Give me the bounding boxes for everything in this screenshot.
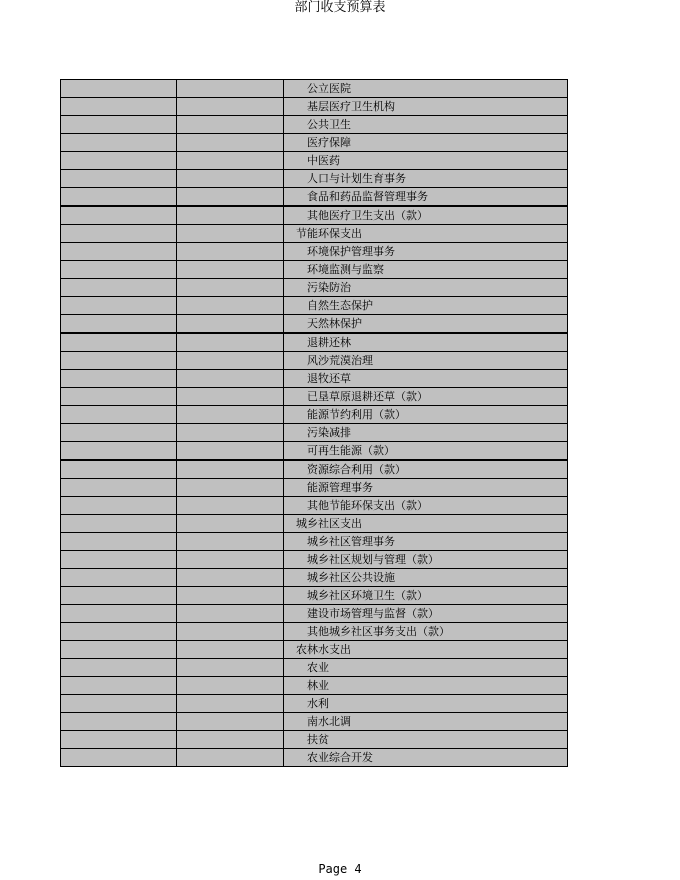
item-label: 农业	[307, 661, 329, 674]
subject-cell	[284, 243, 568, 261]
table-row	[61, 533, 568, 551]
subject-cell	[284, 315, 568, 334]
item-label: 公立医院	[307, 82, 351, 95]
empty-cell	[177, 659, 284, 677]
subject-cell	[284, 497, 568, 515]
empty-cell	[177, 497, 284, 515]
empty-cell	[61, 442, 177, 461]
table-row	[61, 225, 568, 243]
table-row	[61, 315, 568, 334]
empty-cell	[61, 677, 177, 695]
table-row	[61, 497, 568, 515]
item-label: 公共卫生	[307, 118, 351, 131]
item-label: 已垦草原退耕还草（款）	[307, 390, 428, 403]
item-label: 能源管理事务	[307, 481, 373, 494]
empty-cell	[61, 460, 177, 479]
subject-cell	[284, 225, 568, 243]
table-row	[61, 605, 568, 623]
subject-cell	[284, 98, 568, 116]
item-label: 资源综合利用（款）	[307, 463, 406, 476]
empty-cell	[61, 533, 177, 551]
table-row	[61, 749, 568, 767]
item-label: 其他医疗卫生支出（款）	[307, 209, 428, 222]
empty-cell	[61, 315, 177, 334]
item-label: 中医药	[307, 154, 340, 167]
empty-cell	[177, 225, 284, 243]
empty-cell	[61, 297, 177, 315]
subject-cell	[284, 80, 568, 98]
empty-cell	[61, 206, 177, 225]
page-number: Page 4	[318, 862, 362, 876]
table-row	[61, 406, 568, 424]
subject-cell	[284, 551, 568, 569]
subject-cell	[284, 279, 568, 297]
empty-cell	[61, 243, 177, 261]
empty-cell	[61, 225, 177, 243]
subject-cell	[284, 134, 568, 152]
item-label: 退牧还草	[307, 372, 351, 385]
subject-cell	[284, 659, 568, 677]
empty-cell	[61, 551, 177, 569]
subject-cell	[284, 424, 568, 442]
item-label: 风沙荒漠治理	[307, 354, 373, 367]
empty-cell	[177, 533, 284, 551]
empty-cell	[61, 713, 177, 731]
item-label: 城乡社区管理事务	[307, 535, 395, 548]
table-row	[61, 460, 568, 479]
item-label: 自然生态保护	[307, 299, 373, 312]
empty-cell	[177, 279, 284, 297]
subject-cell	[284, 170, 568, 188]
subject-cell	[284, 406, 568, 424]
item-label: 污染防治	[307, 281, 351, 294]
item-label: 天然林保护	[307, 317, 362, 330]
subject-cell	[284, 749, 568, 767]
empty-cell	[61, 623, 177, 641]
subject-cell	[284, 206, 568, 225]
table-row	[61, 424, 568, 442]
table-row	[61, 98, 568, 116]
table-row	[61, 479, 568, 497]
table-row	[61, 370, 568, 388]
subject-cell	[284, 460, 568, 479]
empty-cell	[177, 406, 284, 424]
empty-cell	[61, 261, 177, 279]
empty-cell	[61, 731, 177, 749]
empty-cell	[177, 152, 284, 170]
table-row	[61, 659, 568, 677]
category-label: 农林水支出	[296, 643, 351, 656]
subject-cell	[284, 370, 568, 388]
empty-cell	[177, 261, 284, 279]
table-row	[61, 641, 568, 659]
subject-cell	[284, 695, 568, 713]
empty-cell	[177, 170, 284, 188]
item-label: 城乡社区公共设施	[307, 571, 395, 584]
empty-cell	[177, 352, 284, 370]
category-label: 城乡社区支出	[296, 517, 362, 530]
table-row	[61, 587, 568, 605]
item-label: 建设市场管理与监督（款）	[307, 607, 439, 620]
empty-cell	[61, 515, 177, 533]
empty-cell	[177, 333, 284, 352]
item-label: 食品和药品监督管理事务	[307, 190, 428, 203]
table-row	[61, 261, 568, 279]
subject-cell	[284, 605, 568, 623]
empty-cell	[177, 587, 284, 605]
empty-cell	[61, 279, 177, 297]
subject-cell	[284, 333, 568, 352]
subject-cell	[284, 261, 568, 279]
empty-cell	[177, 243, 284, 261]
item-label: 城乡社区规划与管理（款）	[307, 553, 439, 566]
empty-cell	[61, 134, 177, 152]
subject-cell	[284, 641, 568, 659]
empty-cell	[61, 170, 177, 188]
empty-cell	[177, 424, 284, 442]
item-label: 人口与计划生育事务	[307, 172, 406, 185]
empty-cell	[177, 479, 284, 497]
table-row	[61, 188, 568, 207]
subject-cell	[284, 152, 568, 170]
subject-cell	[284, 352, 568, 370]
empty-cell	[61, 98, 177, 116]
table-row	[61, 515, 568, 533]
subject-cell	[284, 188, 568, 207]
table-row	[61, 152, 568, 170]
empty-cell	[177, 605, 284, 623]
budget-table	[60, 79, 568, 767]
empty-cell	[61, 479, 177, 497]
table-row	[61, 243, 568, 261]
subject-cell	[284, 731, 568, 749]
empty-cell	[177, 731, 284, 749]
subject-cell	[284, 713, 568, 731]
table-row	[61, 80, 568, 98]
empty-cell	[177, 388, 284, 406]
subject-cell	[284, 587, 568, 605]
empty-cell	[177, 515, 284, 533]
item-label: 水利	[307, 697, 329, 710]
item-label: 能源节约利用（款）	[307, 408, 406, 421]
table-row	[61, 116, 568, 134]
empty-cell	[177, 297, 284, 315]
empty-cell	[177, 677, 284, 695]
budget-table-body	[61, 80, 568, 767]
item-label: 环境监测与监察	[307, 263, 384, 276]
item-label: 可再生能源（款）	[307, 444, 395, 457]
page-title: 部门收支预算表	[294, 0, 386, 15]
table-row	[61, 388, 568, 406]
table-row	[61, 297, 568, 315]
empty-cell	[61, 749, 177, 767]
empty-cell	[61, 116, 177, 134]
table-row	[61, 333, 568, 352]
table-row	[61, 695, 568, 713]
item-label: 其他节能环保支出（款）	[307, 499, 428, 512]
empty-cell	[177, 623, 284, 641]
table-row	[61, 170, 568, 188]
subject-cell	[284, 533, 568, 551]
item-label: 农业综合开发	[307, 751, 373, 764]
empty-cell	[61, 659, 177, 677]
empty-cell	[177, 116, 284, 134]
empty-cell	[177, 695, 284, 713]
empty-cell	[61, 333, 177, 352]
table-row	[61, 442, 568, 461]
empty-cell	[61, 695, 177, 713]
empty-cell	[177, 713, 284, 731]
empty-cell	[61, 587, 177, 605]
empty-cell	[177, 442, 284, 461]
subject-cell	[284, 388, 568, 406]
empty-cell	[61, 424, 177, 442]
empty-cell	[61, 406, 177, 424]
category-label: 节能环保支出	[296, 227, 362, 240]
empty-cell	[61, 497, 177, 515]
item-label: 其他城乡社区事务支出（款）	[307, 625, 450, 638]
table-row	[61, 713, 568, 731]
empty-cell	[177, 206, 284, 225]
item-label: 基层医疗卫生机构	[307, 100, 395, 113]
empty-cell	[61, 80, 177, 98]
item-label: 林业	[307, 679, 329, 692]
empty-cell	[61, 188, 177, 207]
subject-cell	[284, 479, 568, 497]
empty-cell	[177, 98, 284, 116]
subject-cell	[284, 515, 568, 533]
table-row	[61, 731, 568, 749]
empty-cell	[177, 551, 284, 569]
empty-cell	[61, 370, 177, 388]
table-row	[61, 569, 568, 587]
subject-cell	[284, 442, 568, 461]
table-row	[61, 352, 568, 370]
empty-cell	[177, 315, 284, 334]
empty-cell	[61, 352, 177, 370]
table-row	[61, 279, 568, 297]
empty-cell	[61, 641, 177, 659]
empty-cell	[61, 388, 177, 406]
subject-cell	[284, 297, 568, 315]
subject-cell	[284, 569, 568, 587]
empty-cell	[177, 641, 284, 659]
table-row	[61, 134, 568, 152]
table-row	[61, 677, 568, 695]
empty-cell	[61, 569, 177, 587]
empty-cell	[61, 152, 177, 170]
item-label: 城乡社区环境卫生（款）	[307, 589, 428, 602]
item-label: 环境保护管理事务	[307, 245, 395, 258]
empty-cell	[61, 605, 177, 623]
empty-cell	[177, 80, 284, 98]
table-row	[61, 623, 568, 641]
empty-cell	[177, 370, 284, 388]
subject-cell	[284, 116, 568, 134]
empty-cell	[177, 460, 284, 479]
empty-cell	[177, 134, 284, 152]
table-row	[61, 206, 568, 225]
item-label: 污染减排	[307, 426, 351, 439]
item-label: 医疗保障	[307, 136, 351, 149]
empty-cell	[177, 569, 284, 587]
table-row	[61, 551, 568, 569]
item-label: 扶贫	[307, 733, 329, 746]
item-label: 南水北调	[307, 715, 351, 728]
item-label: 退耕还林	[307, 336, 351, 349]
empty-cell	[177, 749, 284, 767]
subject-cell	[284, 677, 568, 695]
empty-cell	[177, 188, 284, 207]
subject-cell	[284, 623, 568, 641]
